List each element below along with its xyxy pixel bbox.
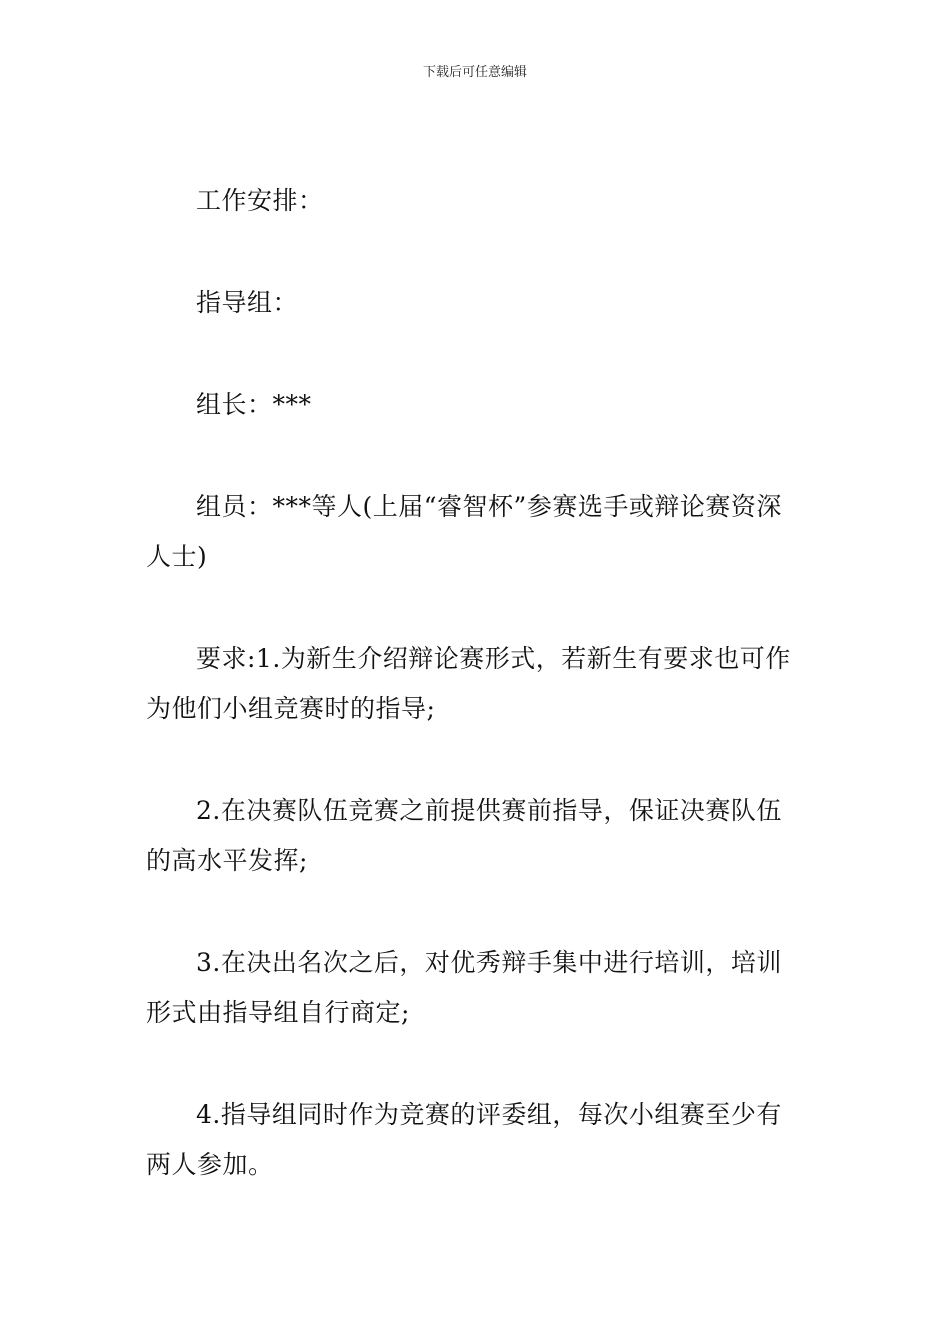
section-heading-guidance-group: 指导组： bbox=[196, 288, 299, 317]
page-header: 下载后可任意编辑 bbox=[422, 65, 527, 80]
group-members-line: 组员：***等人(上届“睿智杯”参赛选手或辩论赛资深人士) bbox=[146, 492, 782, 571]
section-heading-work-arrangement: 工作安排： bbox=[196, 186, 324, 215]
group-leader-line: 组长：*** bbox=[196, 390, 312, 419]
requirement-item-2: 2.在决赛队伍竞赛之前提供赛前指导，保证决赛队伍的高水平发挥; bbox=[146, 796, 782, 875]
document-body bbox=[146, 176, 806, 1242]
requirement-item-3: 3.在决出名次之后，对优秀辩手集中进行培训，培训形式由指导组自行商定; bbox=[146, 948, 782, 1027]
requirement-item-1: 要求:1.为新生介绍辩论赛形式，若新生有要求也可作为他们小组竞赛时的指导; bbox=[146, 644, 791, 723]
requirement-item-4: 4.指导组同时作为竞赛的评委组，每次小组赛至少有两人参加。 bbox=[146, 1100, 782, 1179]
